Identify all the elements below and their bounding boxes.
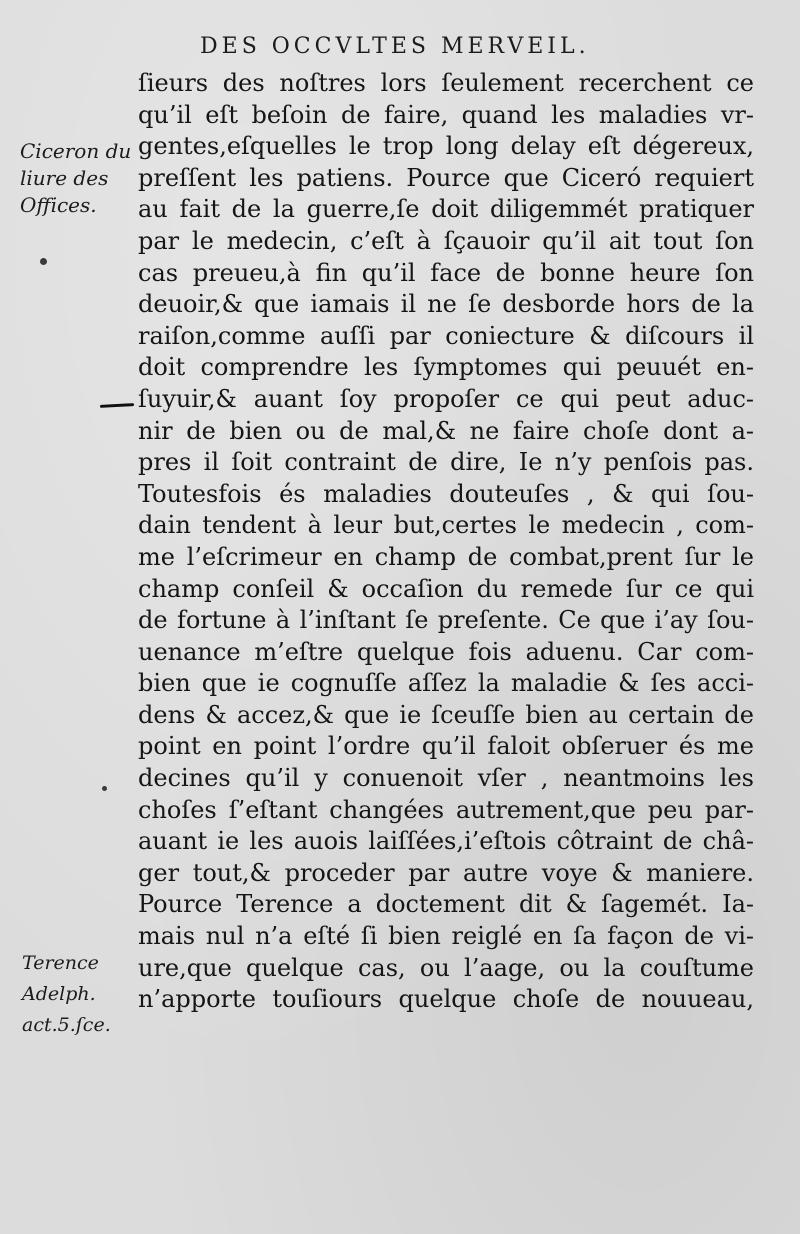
text-line: cas preueu,à fin qu’il face de bonne heure ſon xyxy=(138,258,754,287)
margin-note-line: Terence xyxy=(22,952,99,974)
text-line: Pource Terence a doctement dit & ſagemét. Ia- xyxy=(138,890,754,919)
text-line: ſieurs des noſtres lors ſeulement recerchent ce xyxy=(138,69,754,97)
ink-spot xyxy=(102,786,107,791)
text-line: gentes,eſquelles le trop long delay eſt dégereux, xyxy=(138,132,754,161)
margin-note-line: Ciceron du xyxy=(20,139,132,163)
ink-pen-mark xyxy=(100,403,134,408)
text-line: champ conſeil & occaſion du remede ſur ce qui xyxy=(138,574,754,603)
margin-note-line: Offices. xyxy=(20,193,97,217)
text-line: au fait de la guerre,ſe doit diligemmét pratiquer xyxy=(138,195,754,224)
ink-spot xyxy=(40,258,47,265)
text-line: bien que ie cognuſſe aſſez la maladie & ſes acci- xyxy=(138,669,754,698)
text-line: auant ie les auois laiſſées,i’eſtois côtraint de châ- xyxy=(138,827,754,856)
body-text xyxy=(138,68,754,1016)
text-line: ger tout,& proceder par autre voye & maniere. xyxy=(138,858,754,887)
margin-note-line: Adelph. xyxy=(22,983,96,1005)
text-line: ſuyuir,& auant ſoy propoſer ce qui peut aduc- xyxy=(138,384,754,413)
text-line: decines qu’il y conuenoit vſer , neantmoins les xyxy=(138,764,754,793)
margin-note-line: liure des xyxy=(20,166,109,190)
text-line: n’apporte touſiours quelque choſe de nouueau, xyxy=(138,985,754,1014)
text-line: Toutesfois és maladies douteuſes , & qui ſou- xyxy=(138,479,754,508)
margin-note-cicero xyxy=(20,138,131,219)
text-line: ure,que quelque cas, ou l’aage, ou la couſtume xyxy=(138,953,754,982)
text-line: preſſent les patiens. Pource que Ciceró requiert xyxy=(138,163,754,192)
margin-note-terence xyxy=(22,948,111,1041)
text-line: dain tendent à leur but,certes le medecin , com- xyxy=(138,511,754,540)
text-line: mais nul n’a eſté ſi bien reiglé en ſa façon de vi- xyxy=(138,922,754,951)
text-line: deuoir,& que iamais il ne ſe desborde hors de la xyxy=(138,290,754,319)
text-line: de fortune à l’inſtant ſe preſente. Ce que i’ay ſou- xyxy=(138,606,754,635)
text-line: par le medecin, c’eſt à ſçauoir qu’il ait tout ſon xyxy=(138,226,754,255)
text-line: raiſon,comme auſſi par coniecture & diſcours il xyxy=(138,321,754,350)
running-header: DES OCCVLTES MERVEIL. xyxy=(200,34,590,59)
text-line: uenance m’eſtre quelque fois aduenu. Car com- xyxy=(138,637,754,666)
margin-note-line: act.5.ſce. xyxy=(22,1014,111,1036)
text-line: dens & accez,& que ie ſceuſſe bien au certain de xyxy=(138,700,754,729)
text-line: choſes ſ’eſtant changées autrement,que peu par- xyxy=(138,795,754,824)
text-line: qu’il eſt beſoin de faire, quand les maladies vr- xyxy=(138,100,754,129)
text-line: nir de bien ou de mal,& ne faire choſe dont a- xyxy=(138,416,754,445)
text-line: point en point l’ordre qu’il faloit obſeruer és me xyxy=(138,732,754,761)
text-line: me l’eſcrimeur en champ de combat,prent ſur le xyxy=(138,542,754,571)
text-line: pres il ſoit contraint de dire, Ie n’y penſois pas. xyxy=(138,448,754,477)
text-line: doit comprendre les ſymptomes qui peuuét en- xyxy=(138,353,754,382)
